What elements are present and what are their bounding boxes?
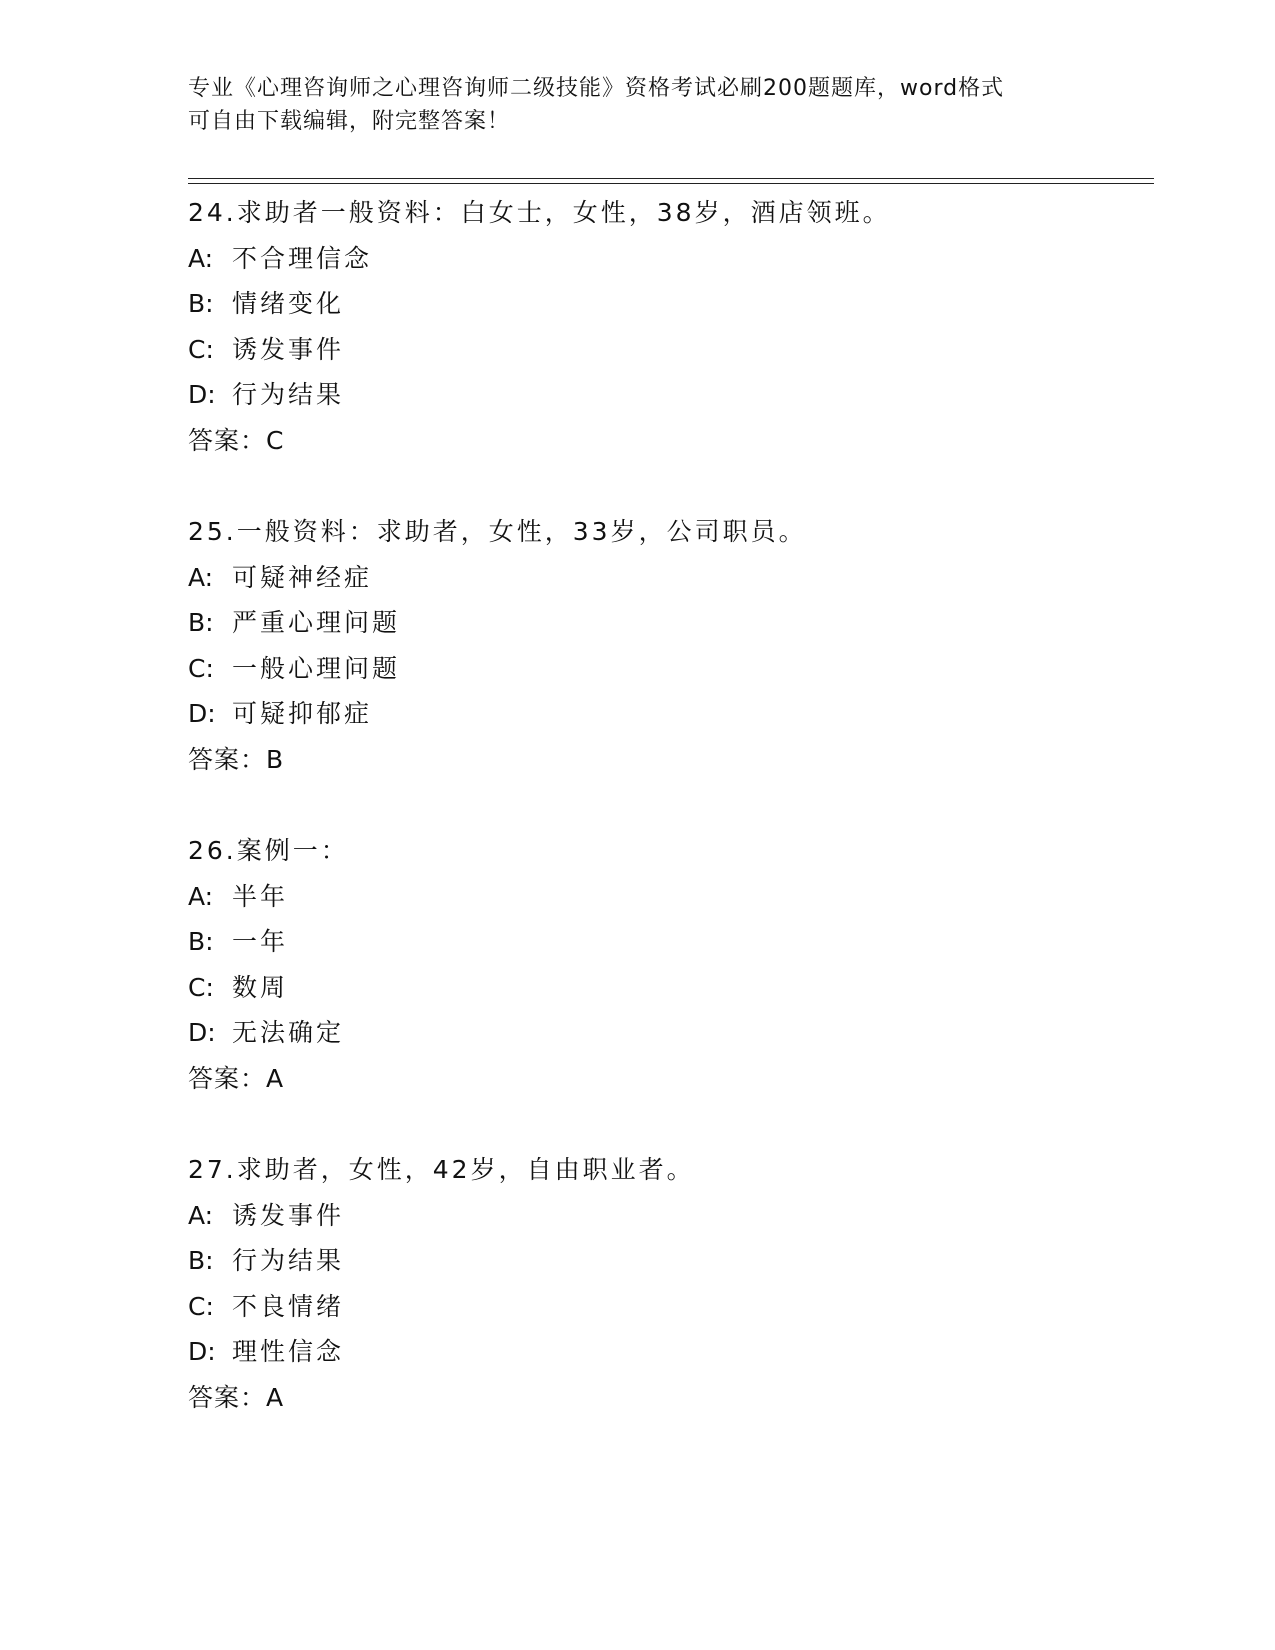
question-25: [188, 509, 1148, 782]
option-text: 行为结果: [232, 380, 345, 409]
header-line-2: 可自由下载编辑，附完整答案！: [188, 109, 511, 134]
option-letter: B:: [188, 1246, 214, 1275]
document-header: [188, 72, 1088, 138]
option-d: [188, 372, 1148, 418]
question-list: [188, 190, 1148, 1466]
option-text: 严重心理问题: [232, 608, 401, 637]
option-b: [188, 1238, 1148, 1284]
option-letter: B:: [188, 289, 214, 318]
option-text: 情绪变化: [232, 289, 345, 318]
option-text: 一年: [232, 927, 289, 956]
option-text: 可疑神经症: [232, 562, 373, 592]
option-b: [188, 600, 1148, 646]
answer-line: 答案：B: [188, 744, 285, 774]
option-text: 诱发事件: [232, 334, 345, 364]
option-c: [188, 327, 1148, 373]
option-text: 行为结果: [232, 1246, 345, 1275]
option-letter: A:: [188, 1200, 214, 1230]
option-letter: D:: [188, 1337, 216, 1366]
option-letter: D:: [188, 380, 216, 409]
option-text: 不合理信念: [232, 243, 373, 273]
option-text: 诱发事件: [232, 1200, 345, 1230]
header-line-1: 专业《心理咨询师之心理咨询师二级技能》资格考试必刷200题题库，word格式: [188, 76, 1005, 101]
option-text: 不良情绪: [232, 1291, 345, 1321]
option-c: [188, 1284, 1148, 1330]
option-letter: B:: [188, 608, 214, 637]
header-rule-top: [188, 178, 1154, 179]
option-a: [188, 874, 1148, 920]
option-b: [188, 281, 1148, 327]
question-24: [188, 190, 1148, 463]
option-text: 半年: [232, 881, 289, 911]
option-a: [188, 555, 1148, 601]
answer-line: 答案：A: [188, 1063, 285, 1093]
header-rule-bottom: [188, 183, 1154, 184]
option-letter: A:: [188, 562, 214, 592]
question-stem: 24.求助者一般资料：白女士，女性，38岁，酒店领班。: [188, 198, 891, 227]
option-d: [188, 691, 1148, 737]
option-letter: A:: [188, 881, 214, 911]
option-letter: A:: [188, 243, 214, 273]
option-text: 理性信念: [232, 1337, 345, 1366]
question-stem: 25.一般资料：求助者，女性，33岁，公司职员。: [188, 517, 807, 546]
question-26: [188, 828, 1148, 1101]
option-text: 无法确定: [232, 1018, 345, 1047]
option-a: [188, 1193, 1148, 1239]
option-a: [188, 236, 1148, 282]
option-c: [188, 965, 1148, 1011]
option-letter: C:: [188, 334, 214, 364]
option-d: [188, 1010, 1148, 1056]
option-letter: D:: [188, 1018, 216, 1047]
option-letter: D:: [188, 699, 216, 728]
option-letter: C:: [188, 653, 214, 683]
option-text: 数周: [232, 972, 289, 1002]
answer-line: 答案：C: [188, 425, 285, 455]
question-stem: 26.案例一：: [188, 836, 349, 865]
option-letter: C:: [188, 972, 214, 1002]
option-d: [188, 1329, 1148, 1375]
option-text: 一般心理问题: [232, 653, 401, 683]
option-c: [188, 646, 1148, 692]
option-letter: B:: [188, 927, 214, 956]
option-b: [188, 919, 1148, 965]
question-27: [188, 1147, 1148, 1420]
question-stem: 27.求助者，女性，42岁，自由职业者。: [188, 1155, 695, 1184]
option-letter: C:: [188, 1291, 214, 1321]
option-text: 可疑抑郁症: [232, 699, 373, 728]
answer-line: 答案：A: [188, 1382, 285, 1412]
